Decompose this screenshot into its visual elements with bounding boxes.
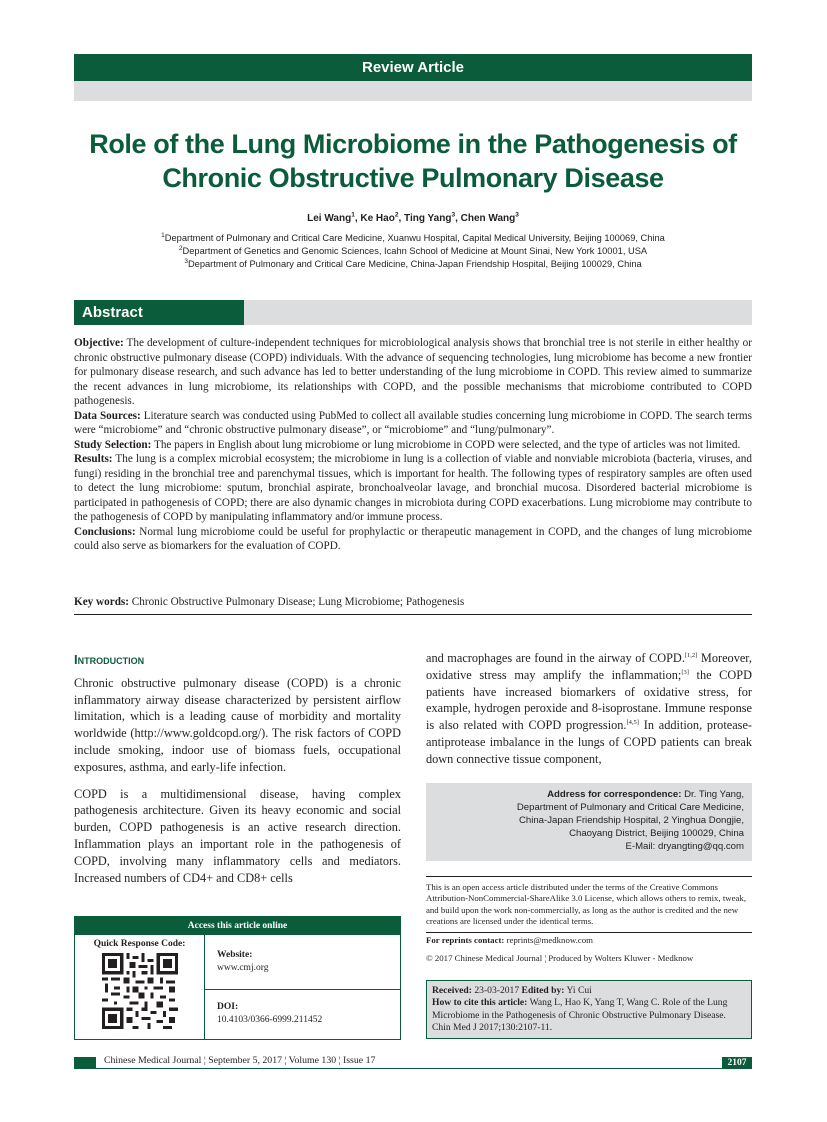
how-to-cite-text: Wang L, Hao K, Yang T, Wang C. Role of the Lung Microbiome in the Pathogenesis of Chronic Obstructive Pulmonary Disease. Chin Med J 2017;130:2107-11. — [432, 997, 728, 1034]
access-online-box — [74, 916, 401, 1040]
abstract-section-text: Literature search was conducted using PubMed to collect all available studies concerning lung microbiome in COPD. The search terms were “microbiome” and “chronic obstructive pulmonary disease”, or “microbiome” and “lung/pulmonary”. — [74, 409, 752, 436]
author-affiliation-mark: 3 — [451, 211, 456, 219]
qr-code-icon[interactable] — [102, 953, 178, 1029]
edited-label: Edited by: — [519, 985, 565, 996]
keywords-divider — [74, 614, 752, 615]
correspondence-email[interactable]: E-Mail: dryangting@qq.com — [625, 841, 744, 852]
doi-link[interactable]: 10.4103/0366-6999.211452 — [217, 1015, 323, 1025]
abstract-section-text: The lung is a complex microbial ecosystem; the microbiome in lung is a collection of viable and nonviable microbiota (bacteria, viruses, and fungi) residing in the bronchial tree and parenchymal tissues, which is important for health. The following types of respiratory samples are often used to detect the lung microbiome: sputum, bronchial aspirate, bronchoalveolar lavage, and bronchial mucosa. Disordered bacterial microbiome is participated in pathogenesis of COPD; there are also dynamic changes in microbiota during COPD exacerbations. Lung microbiome may contribute to the pathogenesis of COPD by manipulating inflammatory and/or immune process. — [74, 453, 752, 523]
correspondence-label: Address for correspondence: — [547, 789, 682, 800]
body-paragraph — [426, 650, 752, 768]
doi-block — [217, 1001, 322, 1027]
page-footer — [74, 1057, 752, 1069]
how-to-cite — [432, 997, 746, 1034]
body-right-column — [426, 650, 752, 768]
abstract-section — [74, 452, 752, 525]
correspondence-line: China-Japan Friendship Hospital, 2 Yinghua Dongjie, — [518, 815, 744, 826]
abstract-section-label: Conclusions: — [74, 525, 136, 538]
access-info-panel — [205, 935, 400, 1040]
citation-box — [426, 980, 752, 1039]
affiliation-number: 1 — [161, 231, 165, 239]
abstract-section — [74, 525, 752, 554]
footer-rule — [74, 1068, 752, 1069]
license-text: This is an open access article distributed under the terms of the Creative Commons Attribution-NonCommercial-ShareAlike 3.0 License, which allows others to remix, tweak, and build upon the work non-commercially, as long as the author is credited and the new creations are licensed under the identical terms. — [426, 882, 747, 926]
abstract-section-text: The development of culture-independent techniques for microbiological analysis shows that bronchial tree is not sterile in either healthy or chronic obstructive pulmonary disease (COPD) individuals. With the advance of sequencing technologies, lung microbiome has become a new frontier for pulmonary disease research, and such advance has led to better understanding of the lung microbiome in COPD. This review aimed to summarize the recent advances in lung microbiome, its relationships with COPD, and the possible mechanisms that microbiome contributed to COPD pathogenesis. — [74, 337, 752, 407]
abstract-body — [74, 336, 752, 554]
author-name: Ke Hao — [360, 213, 395, 224]
doi-label: DOI: — [217, 1002, 239, 1012]
access-divider — [205, 989, 400, 990]
abstract-section — [74, 438, 752, 453]
header-divider-bar — [74, 81, 752, 101]
footer-journal-info: Chinese Medical Journal ¦ September 5, 2017 ¦ Volume 130 ¦ Issue 17 — [104, 1055, 376, 1066]
editor-name: Yi Cui — [564, 985, 592, 996]
correspondence-line — [434, 788, 744, 801]
copyright-notice: © 2017 Chinese Medical Journal ¦ Produced by Wolters Kluwer - Medknow — [426, 953, 694, 963]
section-banner — [74, 54, 752, 81]
abstract-section-label: Data Sources: — [74, 409, 141, 422]
reference-link[interactable]: [4,5] — [626, 719, 639, 727]
author-name: Lei Wang — [307, 213, 352, 224]
received-date: 23-03-2017 — [471, 985, 520, 996]
affiliation-text: Department of Pulmonary and Critical Care Medicine, China-Japan Friendship Hospital, Beijing 100029, China — [187, 259, 642, 269]
correspondence-box — [426, 783, 752, 861]
reprints-contact — [426, 935, 752, 946]
body-left-column — [74, 652, 401, 896]
keywords-label: Key words: — [74, 596, 129, 608]
body-paragraph: Chronic obstructive pulmonary disease (COPD) is a chronic inflammatory airway disease characterized by persistent airflow limitation, which is a leading cause of morbidity and mortality worldwide (http://www.goldcopd.org/). The risk factors of COPD include smoking, indoor use of biomass fuels, occupational exposures, asthma, and early-life infection. — [74, 675, 401, 774]
abstract-heading: Abstract — [74, 300, 244, 325]
body-text: the COPD patients have increased biomarkers of oxidative stress, for example, hydrogen peroxide and 8-isoprostane. Immune response is also related with COPD progression. — [426, 667, 752, 733]
author-affiliation-mark: 3 — [515, 211, 519, 219]
website-block — [217, 949, 268, 975]
website-link[interactable]: www.cmj.org — [217, 963, 269, 973]
article-title: Role of the Lung Microbiome in the Pathogenesis of Chronic Obstructive Pulmonary Disease — [89, 129, 737, 193]
affiliation-item — [74, 232, 752, 245]
keywords-text: Chronic Obstructive Pulmonary Disease; Lung Microbiome; Pathogenesis — [129, 596, 465, 608]
affiliation-item — [74, 258, 752, 271]
abstract-section-text: Normal lung microbiome could be useful for prophylactic or therapeutic management in COPD, and the changes of lung microbiome could also serve as biomarkers for the evaluation of COPD. — [74, 525, 752, 552]
abstract-section-text: The papers in English about lung microbiome or lung microbiome in COPD were selected, and the type of articles was not limited. — [151, 438, 741, 451]
how-to-cite-label: How to cite this article: — [432, 997, 528, 1009]
reprints-email[interactable]: reprints@medknow.com — [504, 935, 593, 945]
abstract-section — [74, 336, 752, 409]
page-number: 2107 — [722, 1057, 752, 1069]
reprints-label: For reprints contact: — [426, 935, 505, 945]
received-label: Received: — [432, 985, 472, 996]
abstract-section-label: Results: — [74, 453, 113, 465]
affiliation-number: 2 — [178, 244, 183, 252]
body-text: Moreover, oxidative stress may amplify the inflammation; — [426, 651, 752, 682]
section-label: Review Article — [362, 59, 464, 76]
author-name: Ting Yang — [404, 213, 452, 224]
correspondence-line: Department of Pulmonary and Critical Care Medicine, — [516, 802, 744, 813]
affiliation-list — [74, 232, 752, 271]
affiliation-item — [74, 245, 752, 258]
abstract-section — [74, 409, 752, 438]
author-affiliation-mark: 1 — [351, 211, 355, 219]
reference-link[interactable]: [3] — [681, 668, 689, 676]
qr-panel — [75, 935, 205, 1040]
affiliation-number: 3 — [184, 257, 188, 265]
abstract-section-label: Objective: — [74, 337, 124, 349]
body-text: In addition, protease-antiprotease imbalance in the lungs of COPD patients can break down connective tissue component, — [426, 718, 752, 766]
abstract-header-bar — [74, 300, 752, 325]
author-list: Lei Wang$^1$, Ke Hao$^2$, Ting Yang$^3$, Chen Wang$^3$ — [307, 211, 519, 224]
license-bottom-rule — [426, 932, 752, 933]
author-affiliation-mark: 2 — [394, 211, 399, 219]
body-text: and macrophages are found in the airway of COPD. — [426, 651, 685, 665]
reference-link[interactable]: [1,2] — [684, 651, 698, 659]
affiliation-text: Department of Genetics and Genomic Sciences, Icahn School of Medicine at Mount Sinai, New York 10001, USA — [182, 246, 648, 256]
website-label: Website: — [217, 950, 253, 960]
received-line — [432, 985, 746, 997]
correspondence-name: Dr. Ting Yang, — [681, 789, 744, 800]
keywords — [74, 595, 752, 609]
abstract-section-label: Study Selection: — [74, 438, 152, 451]
license-top-rule — [426, 876, 752, 877]
access-heading: Access this article online — [75, 917, 400, 935]
introduction-heading: Introduction — [74, 652, 145, 667]
author-name: Chen Wang — [460, 213, 516, 224]
correspondence-line: Chaoyang District, Beijing 100029, China — [569, 828, 744, 839]
qr-label: Quick Response Code: — [93, 939, 186, 949]
affiliation-text: Department of Pulmonary and Critical Care Medicine, Xuanwu Hospital, Capital Medical University, Beijing 100069, China — [164, 233, 665, 243]
body-paragraph: COPD is a multidimensional disease, having complex pathogenesis architecture. Given its heavy economic and social burden, COPD pathogenesis is an active research direction. Inflammation plays an important role in the pathogenesis of COPD, involving many inflammatory cells and mediators. Increased numbers of CD4+ and CD8+ cells — [74, 786, 401, 885]
